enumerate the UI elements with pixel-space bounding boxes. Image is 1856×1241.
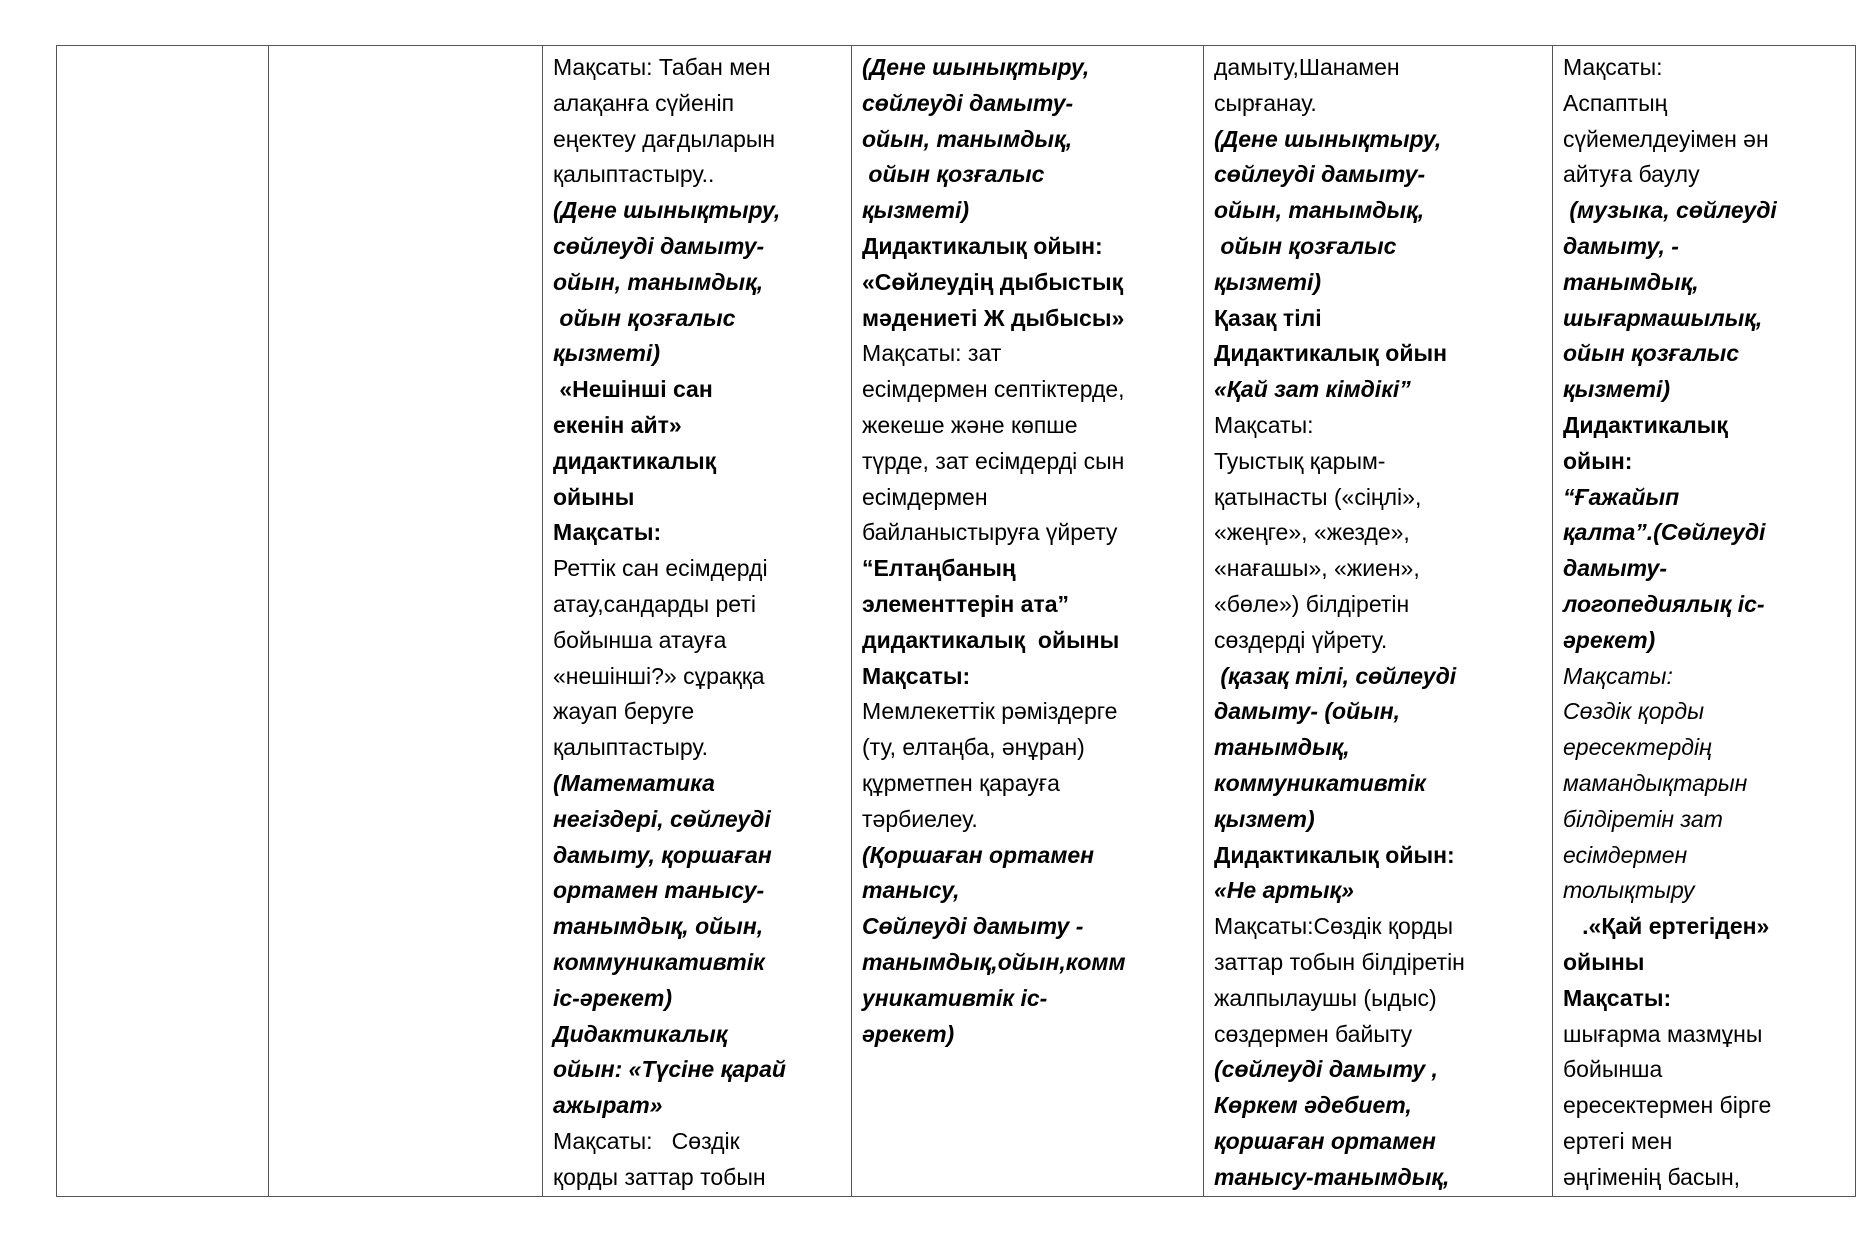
cell-text-line: қызметі) [1214, 268, 1322, 295]
cell-text-line: қатынасты («сіңлі», [1214, 483, 1422, 510]
cell-text-line: қоршаған ортамен [1214, 1127, 1436, 1154]
cell-text-line: қызметі) [553, 340, 661, 367]
cell-text-line: есімдермен септіктерде, [862, 376, 1125, 403]
cell-text-line: (сөйлеуді дамыту , [1214, 1056, 1438, 1083]
cell-text-line: түрде, зат есімдерді сын [862, 447, 1125, 474]
cell-text-line: Қазақ тілі [1214, 304, 1322, 331]
cell-text-line: «Сөйлеудің дыбыстық [862, 268, 1124, 295]
cell-text-line: сөйлеуді дамыту- [862, 89, 1074, 116]
cell-text-line: сүйемелдеуімен ән [1563, 125, 1769, 152]
table-cell-3 [543, 46, 852, 1197]
cell-text-line: Мақсаты: Сөздік [553, 1127, 740, 1154]
cell-text-line: мамандықтарын [1563, 769, 1748, 796]
cell-text-line: сөздермен байыту [1214, 1020, 1413, 1047]
cell-text-line: ересектердің [1563, 734, 1712, 761]
cell-text-line: байланыстыруға үйрету [862, 519, 1118, 546]
cell-text-line: Сөйлеуді дамыту - [862, 913, 1084, 940]
cell-text-line: Мақсаты: зат [862, 340, 1002, 367]
cell-text-line: білдіретін зат [1563, 805, 1723, 832]
cell-text-line: қызмет) [1214, 805, 1315, 832]
cell-text-line: (ту, елтаңба, әнұран) [862, 734, 1085, 761]
cell-text-line: дамыту- [1563, 555, 1667, 582]
cell-text-line: ойын қозғалыс [1214, 232, 1397, 259]
cell-text-line: уникативтік іс- [862, 984, 1048, 1011]
cell-text-line: танымдық,ойын,комм [862, 948, 1126, 975]
cell-text-line: Сөздік қорды [1563, 698, 1704, 725]
cell-text-line: танымдық, [1214, 734, 1350, 761]
cell-text-line: Мақсаты: [1214, 411, 1314, 438]
cell-text-line: “Елтаңбаның [862, 555, 1016, 582]
cell-text-line: Дидактикалық [1563, 411, 1728, 438]
cell-text-line: ертегі мен [1563, 1127, 1673, 1154]
cell-text-line: “Ғажайып [1563, 483, 1680, 510]
cell-text-line: (Қоршаған ортамен [862, 841, 1095, 868]
cell-text-line: Мақсаты: Табан мен [553, 54, 771, 80]
cell-text-line: танымдық, [1563, 268, 1699, 295]
table-cell-1 [57, 46, 269, 1197]
cell-text-line: (Дене шынықтыру, [862, 54, 1090, 80]
cell-text-line: Дидактикалық ойын [1214, 340, 1448, 367]
cell-text-line: «нағашы», «жиен», [1214, 555, 1420, 582]
cell-text-line: алақанға сүйеніп [553, 89, 735, 116]
cell-text-line: әрекет) [862, 1020, 955, 1047]
cell-text-line: «Қай зат кімдікі” [1214, 376, 1411, 403]
cell-text-line: коммуникативтік [553, 948, 765, 975]
cell-text-line: қалыптастыру.. [553, 161, 715, 188]
table-cell-6 [1553, 46, 1856, 1197]
cell-text-line: Мақсаты: [553, 519, 662, 546]
cell-text-line: Көркем әдебиет, [1214, 1092, 1412, 1119]
cell-text-line: қызметі) [1563, 376, 1671, 403]
plan-table [56, 45, 1856, 1197]
cell-text-line: бойынша атауға [553, 626, 727, 653]
cell-text-line: дамыту, - [1563, 232, 1679, 259]
cell-text-line: Реттік сан есімдерді [553, 555, 768, 582]
cell-text-line: (Математика [553, 769, 715, 796]
cell-text-line: Дидактикалық ойын: [862, 232, 1103, 259]
cell-text-line: танысу-танымдық, [1214, 1163, 1450, 1190]
cell-text-line: Мақсаты: [862, 662, 971, 689]
cell-text-line: ойын, танымдық, [1214, 197, 1425, 224]
cell-text-line: шығарма мазмұны [1563, 1020, 1763, 1047]
cell-text-line: еңектеу дағдыларын [553, 125, 776, 152]
cell-text-line: негіздері, сөйлеуді [553, 805, 771, 832]
cell-text-line: танымдық, ойын, [553, 913, 764, 940]
cell-text-line: Аспаптың [1563, 89, 1668, 116]
cell-text-line: сөйлеуді дамыту- [1214, 161, 1426, 188]
cell-text-line: есімдермен [1563, 841, 1688, 868]
cell-text-line: Мақсаты: [1563, 662, 1673, 689]
cell-text-line: заттар тобын білдіретін [1214, 948, 1465, 975]
cell-text-line: «Нешінші сан [553, 376, 713, 403]
cell-text-line: қорды заттар тобын [553, 1163, 766, 1190]
cell-text-line: жекеше және көпше [862, 411, 1078, 438]
cell-text-line: екенін айт» [553, 411, 682, 438]
cell-text-line: дамыту- (ойын, [1214, 698, 1401, 725]
cell-text-line: ажырат» [553, 1092, 663, 1119]
cell-text-line: ойын: [1563, 447, 1633, 474]
cell-text-line: ойын қозғалыс [862, 161, 1045, 188]
cell-text-line: шығармашылық, [1563, 304, 1763, 331]
cell-text-line: қалта”.(Сөйлеуді [1563, 519, 1766, 546]
cell-text-line: айтуға баулу [1563, 161, 1700, 188]
cell-text-line: (Дене шынықтыру, [1214, 125, 1442, 152]
cell-text-line: дамыту,Шанамен [1214, 54, 1400, 80]
cell-text-line: ересектермен бірге [1563, 1092, 1772, 1119]
cell-text-line: есімдермен [862, 483, 988, 510]
cell-text-line: дамыту, қоршаған [553, 841, 772, 868]
cell-text-line: құрметпен қарауға [862, 769, 1060, 796]
cell-text-line: сөйлеуді дамыту- [553, 232, 765, 259]
cell-text-line: атау,сандарды реті [553, 590, 756, 617]
cell-text-line: логопедиялық іс- [1563, 590, 1765, 617]
cell-text-line: қалыптастыру. [553, 734, 709, 761]
cell-text-line: ойын: «Түсіне қарай [553, 1056, 786, 1083]
cell-text-line: сырғанау. [1214, 89, 1317, 116]
cell-text-line: коммуникативтік [1214, 769, 1426, 796]
cell-text-line: бойынша [1563, 1056, 1663, 1083]
table-row [57, 46, 1856, 1197]
cell-text-line: «жеңге», «жезде», [1214, 519, 1410, 546]
cell-text-line: Мақсаты:Сөздік қорды [1214, 913, 1454, 940]
cell-text-line: жауап беруге [553, 698, 695, 725]
cell-text-line: жалпылаушы (ыдыс) [1214, 984, 1437, 1011]
cell-text-line: (қазақ тілі, сөйлеуді [1214, 662, 1457, 689]
table-cell-5 [1204, 46, 1553, 1197]
cell-text-line: Мемлекеттік рәміздерге [862, 698, 1118, 725]
cell-text-line: әңгіменің басын, [1563, 1163, 1741, 1190]
cell-text-line: ойын, танымдық, [862, 125, 1073, 152]
cell-text-line: дидактикалық ойыны [862, 626, 1120, 653]
cell-text-line: ойыны [553, 483, 635, 510]
cell-text-line: толықтыру [1563, 877, 1695, 904]
cell-text-line: танысу, [862, 877, 960, 904]
cell-text-line: ойын қозғалыс [1563, 340, 1740, 367]
cell-text-line: ойыны [1563, 948, 1645, 975]
cell-text-line: дидактикалық [553, 447, 717, 474]
cell-text-line: Дидактикалық ойын: [1214, 841, 1455, 868]
cell-text-line: «бөле») білдіретін [1214, 590, 1410, 617]
cell-text-line: «Не артық» [1214, 877, 1354, 904]
cell-text-line: тәрбиелеу. [862, 805, 978, 832]
cell-text-line: ойын, танымдық, [553, 268, 764, 295]
cell-text-line: сөздерді үйрету. [1214, 626, 1388, 653]
cell-text-line: Дидактикалық [553, 1020, 728, 1047]
cell-text-line: Мақсаты: [1563, 984, 1672, 1011]
cell-text-line: элементтерін ата” [862, 590, 1070, 617]
cell-text-line: Туыстық қарым- [1214, 447, 1386, 474]
cell-text-line: Мақсаты: [1563, 54, 1663, 80]
cell-text-line: ортамен танысу- [553, 877, 765, 904]
table-cell-2 [269, 46, 543, 1197]
cell-text-line: (Дене шынықтыру, [553, 197, 781, 224]
cell-text-line: мәдениеті Ж дыбысы» [862, 304, 1125, 331]
cell-text-line: .«Қай ертегіден» [1563, 913, 1770, 940]
cell-text-line: «нешінші?» сұраққа [553, 662, 765, 689]
cell-text-line: қызметі) [862, 197, 970, 224]
table-cell-4 [852, 46, 1204, 1197]
cell-text-line: (музыка, сөйлеуді [1563, 197, 1777, 224]
cell-text-line: ойын қозғалыс [553, 304, 736, 331]
cell-text-line: әрекет) [1563, 626, 1656, 653]
cell-text-line: іс-әрекет) [553, 984, 673, 1011]
